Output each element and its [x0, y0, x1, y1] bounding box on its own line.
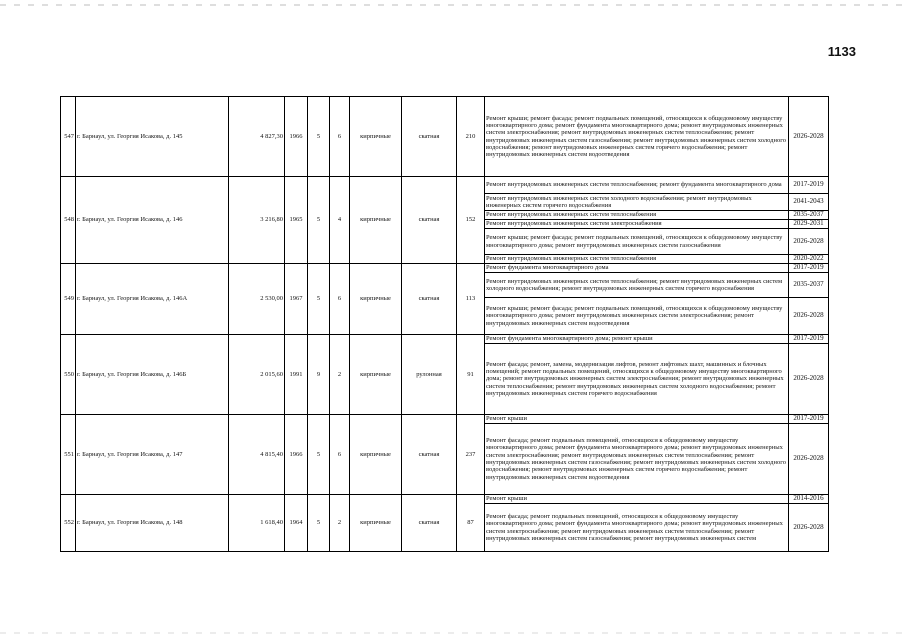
- repair-period: 2017-2019: [789, 177, 829, 194]
- repair-period: 2026-2028: [789, 298, 829, 335]
- building-repair-table: [60, 96, 829, 552]
- row-number: 550: [61, 335, 76, 415]
- wall-material: кирпичные: [350, 335, 402, 415]
- wall-material: кирпичные: [350, 97, 402, 177]
- table-row: [61, 495, 829, 504]
- roof-type: скатная: [402, 264, 457, 335]
- row-number: 548: [61, 177, 76, 264]
- repair-works: Ремонт фасада; ремонт, замена, модернизация лифтов, ремонт лифтовых шахт, машинных и блочных помещений; ремонт подвальных помещений, относящихся к общедомовому имуществу многоквартирного дома; ремонт внутридомовых инженерных систем электроснабжения; ремонт внутридомовых инженерных систем теплоснабжения; ремонт внутридомовых инженерных систем холодного водоснабжения; ремонт внутридомовых инженерных систем горячего водоснабжения: [485, 344, 789, 415]
- roof-type: скатная: [402, 177, 457, 264]
- repair-period: 2035-2037: [789, 273, 829, 298]
- resident-count: 113: [457, 264, 485, 335]
- roof-type: скатная: [402, 495, 457, 552]
- repair-works: Ремонт фундамента многоквартирного дома: [485, 264, 789, 273]
- floor-count: 5: [308, 264, 330, 335]
- repair-period: 2026-2028: [789, 344, 829, 415]
- page-number: 1133: [827, 44, 856, 59]
- repair-works: Ремонт внутридомовых инженерных систем теплоснабжения: [485, 255, 789, 264]
- construction-year: 1965: [285, 177, 308, 264]
- entrance-count: 2: [330, 335, 350, 415]
- repair-period: 2035-2037: [789, 211, 829, 220]
- repair-period: 2014-2016: [789, 495, 829, 504]
- repair-period: 2017-2019: [789, 335, 829, 344]
- table-row: [61, 335, 829, 344]
- repair-works: Ремонт крыши; ремонт фасада; ремонт подвальных помещений, относящихся к общедомовому имуществу многоквартирного дома; ремонт внутридомовых инженерных систем электроснабжения; ремонт внутридомовых инженерных систем водоотведения: [485, 298, 789, 335]
- resident-count: 152: [457, 177, 485, 264]
- floor-count: 5: [308, 177, 330, 264]
- table-row: [61, 415, 829, 424]
- construction-year: 1967: [285, 264, 308, 335]
- repair-works: Ремонт крыши: [485, 495, 789, 504]
- building-address: г. Барнаул, ул. Георгия Исакова, д. 146Б: [76, 335, 229, 415]
- repair-works: Ремонт крыши: [485, 415, 789, 424]
- building-address: г. Барнаул, ул. Георгия Исакова, д. 146А: [76, 264, 229, 335]
- roof-type: скатная: [402, 415, 457, 495]
- repair-period: 2041-2043: [789, 194, 829, 211]
- entrance-count: 6: [330, 264, 350, 335]
- repair-period: 2017-2019: [789, 415, 829, 424]
- table-row: [61, 264, 829, 273]
- construction-year: 1966: [285, 97, 308, 177]
- repair-works: Ремонт крыши; ремонт фасада; ремонт подвальных помещений, относящихся к общедомовому имуществу многоквартирного дома; ремонт фундамента многоквартирного дома; ремонт внутридомовых инженерных систем электроснабжения; ремонт внутридомовых инженерных систем теплоснабжения; ремонт внутридомовых инженерных систем газоснабжения; ремонт внутридомовых инженерных систем холодного водоснабжения; ремонт внутридомовых инженерных систем горячего водоснабжения; ремонт внутридомовых инженерных систем водоотведения: [485, 97, 789, 177]
- resident-count: 91: [457, 335, 485, 415]
- entrance-count: 6: [330, 415, 350, 495]
- scan-artifact-bottom: [0, 632, 904, 634]
- building-area: 1 618,40: [229, 495, 285, 552]
- resident-count: 210: [457, 97, 485, 177]
- repair-period: 2026-2028: [789, 424, 829, 495]
- table-row: [61, 177, 829, 194]
- floor-count: 5: [308, 415, 330, 495]
- repair-works: Ремонт крыши; ремонт фасада; ремонт подвальных помещений, относящихся к общедомовому имуществу многоквартирного дома; ремонт внутридомовых инженерных систем газоснабжения: [485, 229, 789, 255]
- roof-type: скатная: [402, 97, 457, 177]
- building-area: 4 827,30: [229, 97, 285, 177]
- repair-works: Ремонт внутридомовых инженерных систем теплоснабжения; ремонт внутридомовых инженерных систем холодного водоснабжения; ремонт внутридомовых инженерных систем горячего водоснабжения: [485, 273, 789, 298]
- wall-material: кирпичные: [350, 415, 402, 495]
- repair-works: Ремонт внутридомовых инженерных систем теплоснабжения; ремонт фундамента многоквартирного дома: [485, 177, 789, 194]
- repair-works: Ремонт фасада; ремонт подвальных помещений, относящихся к общедомовому имуществу многоквартирного дома; ремонт фундамента многоквартирного дома; ремонт внутридомовых инженерных систем электроснабжения; ремонт внутридомовых инженерных систем теплоснабжения; ремонт внутридомовых инженерных систем газоснабжения; ремонт внутридомовых инженерных систем: [485, 504, 789, 552]
- building-address: г. Барнаул, ул. Георгия Исакова, д. 147: [76, 415, 229, 495]
- building-area: 3 216,80: [229, 177, 285, 264]
- row-number: 552: [61, 495, 76, 552]
- repair-period: 2017-2019: [789, 264, 829, 273]
- floor-count: 5: [308, 495, 330, 552]
- resident-count: 237: [457, 415, 485, 495]
- construction-year: 1964: [285, 495, 308, 552]
- repair-period: 2020-2022: [789, 255, 829, 264]
- row-number: 549: [61, 264, 76, 335]
- repair-works: Ремонт внутридомовых инженерных систем теплоснабжения: [485, 211, 789, 220]
- building-area: 2 530,00: [229, 264, 285, 335]
- entrance-count: 2: [330, 495, 350, 552]
- building-area: 2 015,60: [229, 335, 285, 415]
- row-number: 547: [61, 97, 76, 177]
- repair-period: 2026-2028: [789, 504, 829, 552]
- building-area: 4 815,40: [229, 415, 285, 495]
- construction-year: 1966: [285, 415, 308, 495]
- wall-material: кирпичные: [350, 177, 402, 264]
- construction-year: 1991: [285, 335, 308, 415]
- building-address: г. Барнаул, ул. Георгия Исакова, д. 146: [76, 177, 229, 264]
- table-row: [61, 97, 829, 177]
- wall-material: кирпичные: [350, 495, 402, 552]
- repair-works: Ремонт внутридомовых инженерных систем холодного водоснабжения; ремонт внутридомовых инженерных систем горячего водоснабжения: [485, 194, 789, 211]
- repair-works: Ремонт внутридомовых инженерных систем электроснабжения: [485, 220, 789, 229]
- roof-type: рулонная: [402, 335, 457, 415]
- repair-period: 2026-2028: [789, 229, 829, 255]
- floor-count: 5: [308, 97, 330, 177]
- row-number: 551: [61, 415, 76, 495]
- entrance-count: 6: [330, 97, 350, 177]
- wall-material: кирпичные: [350, 264, 402, 335]
- floor-count: 9: [308, 335, 330, 415]
- repair-period: 2029-2031: [789, 220, 829, 229]
- resident-count: 87: [457, 495, 485, 552]
- repair-period: 2026-2028: [789, 97, 829, 177]
- building-address: г. Барнаул, ул. Георгия Исакова, д. 148: [76, 495, 229, 552]
- scan-artifact-top: [0, 4, 904, 6]
- building-address: г. Барнаул, ул. Георгия Исакова, д. 145: [76, 97, 229, 177]
- entrance-count: 4: [330, 177, 350, 264]
- repair-works: Ремонт фундамента многоквартирного дома; ремонт крыши: [485, 335, 789, 344]
- repair-works: Ремонт фасада; ремонт подвальных помещений, относящихся к общедомовому имуществу многоквартирного дома; ремонт фундамента многоквартирного дома; ремонт внутридомовых инженерных систем электроснабжения; ремонт внутридомовых инженерных систем теплоснабжения; ремонт внутридомовых инженерных систем газоснабжения; ремонт внутридомовых инженерных систем холодного водоснабжения; ремонт внутридомовых инженерных систем горячего водоснабжения; ремонт внутридомовых инженерных систем водоотведения: [485, 424, 789, 495]
